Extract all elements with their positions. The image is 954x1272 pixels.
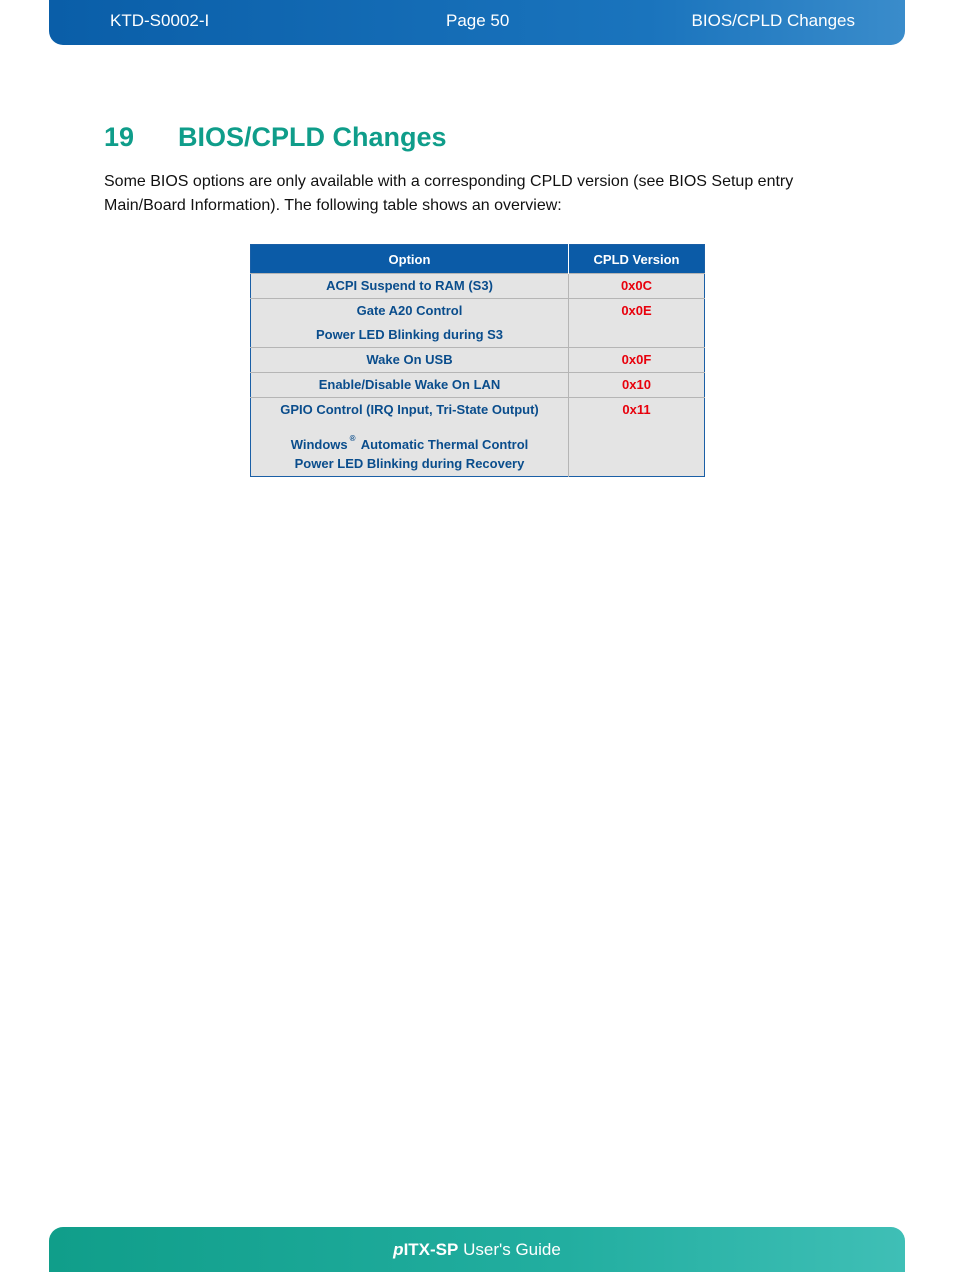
option-label: Power LED Blinking during S3 [315,327,504,342]
table-row [251,299,705,348]
cpld-version-value: 0x0C [620,278,653,293]
option-cell [251,348,569,373]
version-cell [569,348,705,373]
cpld-version-value: 0x10 [622,377,651,392]
column-header-option: Option [251,245,569,274]
option-label: Gate A20 Control [356,303,463,318]
header-doc-id: KTD-S0002-I [110,11,210,30]
version-cell [569,274,705,299]
option-label: Wake On USB [366,352,453,367]
page-header [49,0,905,45]
section-number: 19 [104,122,135,152]
footer-product-name [393,1240,458,1259]
version-cell [569,299,705,348]
cpld-version-value: 0x0F [621,352,652,367]
option-label: Enable/Disable Wake On LAN [318,377,501,392]
section-heading [104,122,447,153]
table-header-row [251,245,705,274]
header-page-number: Page 50 [446,11,510,30]
page-footer [49,1227,905,1272]
registered-mark: ® [349,434,356,443]
cpld-overview-table [250,244,705,477]
table-row [251,398,705,477]
product-prefix: p [393,1240,404,1259]
footer-title [49,1240,905,1260]
table-row [251,274,705,299]
option-cell [251,398,569,477]
option-label-windows-thermal [251,422,568,452]
cpld-version-value: 0x0E [621,303,652,318]
table-row [251,348,705,373]
option-label: GPIO Control (IRQ Input, Tri-State Output) [280,402,539,417]
option-cell [251,373,569,398]
header-section-name: BIOS/CPLD Changes [691,11,855,30]
version-cell [569,398,705,477]
option-label: Power LED Blinking during Recovery [294,456,525,471]
thermal-control-label: Automatic Thermal Control [360,437,529,452]
product-name: ITX-SP [403,1240,459,1259]
option-cell [251,299,569,348]
intro-paragraph: Some BIOS options are only available with a corresponding CPLD version (see BIOS Setup entry Main/Board Information). The following table shows an overview: [104,173,794,214]
cpld-version-value: 0x11 [622,402,651,417]
option-cell [251,274,569,299]
windows-label: Windows [290,437,348,452]
footer-guide-label: User's Guide [463,1240,561,1259]
version-cell [569,373,705,398]
table-row [251,373,705,398]
option-label: ACPI Suspend to RAM (S3) [326,278,493,293]
column-header-cpld-version: CPLD Version [569,245,705,274]
section-title: BIOS/CPLD Changes [178,122,447,152]
